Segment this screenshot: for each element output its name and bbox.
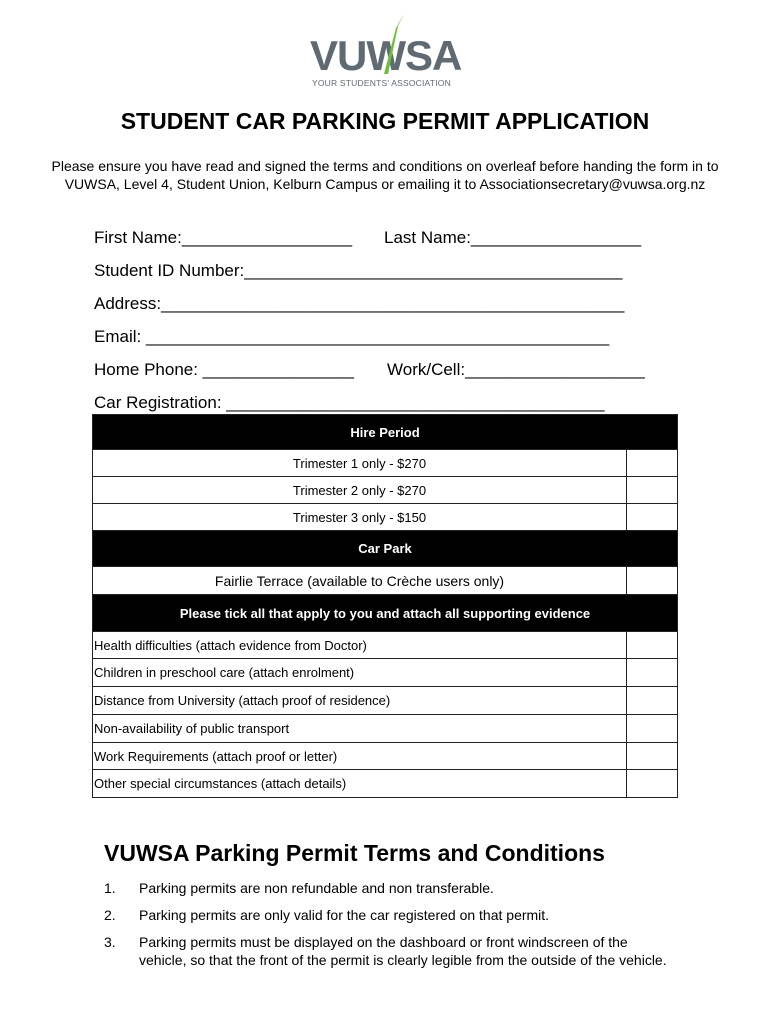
table-row [93,477,678,504]
logo-swoosh-icon [370,12,410,82]
car-registration-field[interactable]: Car Registration: ________________________________________ [94,393,605,412]
logo-wordmark: VUWSA [310,32,462,79]
page-title: STUDENT CAR PARKING PERMIT APPLICATION [120,108,650,134]
evidence-tick-box[interactable] [627,770,678,798]
hire-period-header-row [93,415,678,450]
evidence-option-label: Distance from University (attach proof of residence) [93,687,627,715]
hire-period-header: Hire Period [93,415,678,450]
table-row [93,567,678,595]
table-row [93,743,678,770]
table-row [93,770,678,798]
evidence-tick-box[interactable] [627,687,678,715]
term-text: Parking permits are only valid for the car registered on that permit. [139,907,550,923]
table-row [93,632,678,659]
email-field[interactable]: Email: _________________________________________________ [94,327,610,346]
table-row [93,504,678,531]
vuwsa-logo [310,10,470,90]
hire-option-tick-box[interactable] [627,450,678,477]
logo-tagline: YOUR STUDENTS' ASSOCIATION [312,78,451,88]
table-row [93,715,678,743]
term-text: Parking permits must be displayed on the dashboard or front windscreen of the vehicle, so that the front of the permit is clearly legible from the outside of the vehicle. [139,934,667,968]
term-number: 2. [104,907,116,923]
student-id-field[interactable]: Student ID Number:________________________________________ [94,261,623,280]
hire-option-label: Trimester 3 only - $150 [93,504,627,531]
table-row [93,687,678,715]
hire-option-label: Trimester 1 only - $270 [93,450,627,477]
evidence-option-label: Health difficulties (attach evidence from Doctor) [93,632,627,659]
evidence-option-label: Work Requirements (attach proof or letter) [93,743,627,770]
list-item [104,933,674,969]
permit-options-table [92,414,678,798]
car-park-tick-box[interactable] [627,567,678,595]
hire-option-label: Trimester 2 only - $270 [93,477,627,504]
work-cell-field[interactable]: Work/Cell:___________________ [387,360,645,379]
address-field[interactable]: Address:_________________________________________________ [94,294,625,313]
list-item [104,906,674,924]
evidence-tick-box[interactable] [627,659,678,687]
evidence-header: Please tick all that apply to you and attach all supporting evidence [93,595,678,632]
car-park-option-label: Fairlie Terrace (available to Crèche users only) [93,567,627,595]
term-text: Parking permits are non refundable and non transferable. [139,880,494,896]
evidence-option-label: Children in preschool care (attach enrolment) [93,659,627,687]
list-item [104,879,674,897]
terms-title: VUWSA Parking Permit Terms and Conditions [104,840,605,866]
evidence-option-label: Non-availability of public transport [93,715,627,743]
evidence-header-row [93,595,678,632]
evidence-tick-box[interactable] [627,715,678,743]
first-name-field[interactable]: First Name:__________________ [94,228,353,247]
home-phone-field[interactable]: Home Phone: ________________ [94,360,354,379]
term-number: 1. [104,880,116,896]
car-park-header-row [93,531,678,567]
evidence-tick-box[interactable] [627,743,678,770]
evidence-option-label: Other special circumstances (attach details) [93,770,627,798]
intro-text: Please ensure you have read and signed the terms and conditions on overleaf before handing the form in to VUWSA, Level 4, Student Union, Kelburn Campus or emailing it to Associationsecretary@vuwsa.org.nz [51,158,719,192]
car-park-header: Car Park [93,531,678,567]
last-name-field[interactable]: Last Name:__________________ [384,228,642,247]
hire-option-tick-box[interactable] [627,504,678,531]
table-row [93,659,678,687]
terms-list [104,879,674,978]
evidence-tick-box[interactable] [627,632,678,659]
term-number: 3. [104,934,116,950]
hire-option-tick-box[interactable] [627,477,678,504]
table-row [93,450,678,477]
